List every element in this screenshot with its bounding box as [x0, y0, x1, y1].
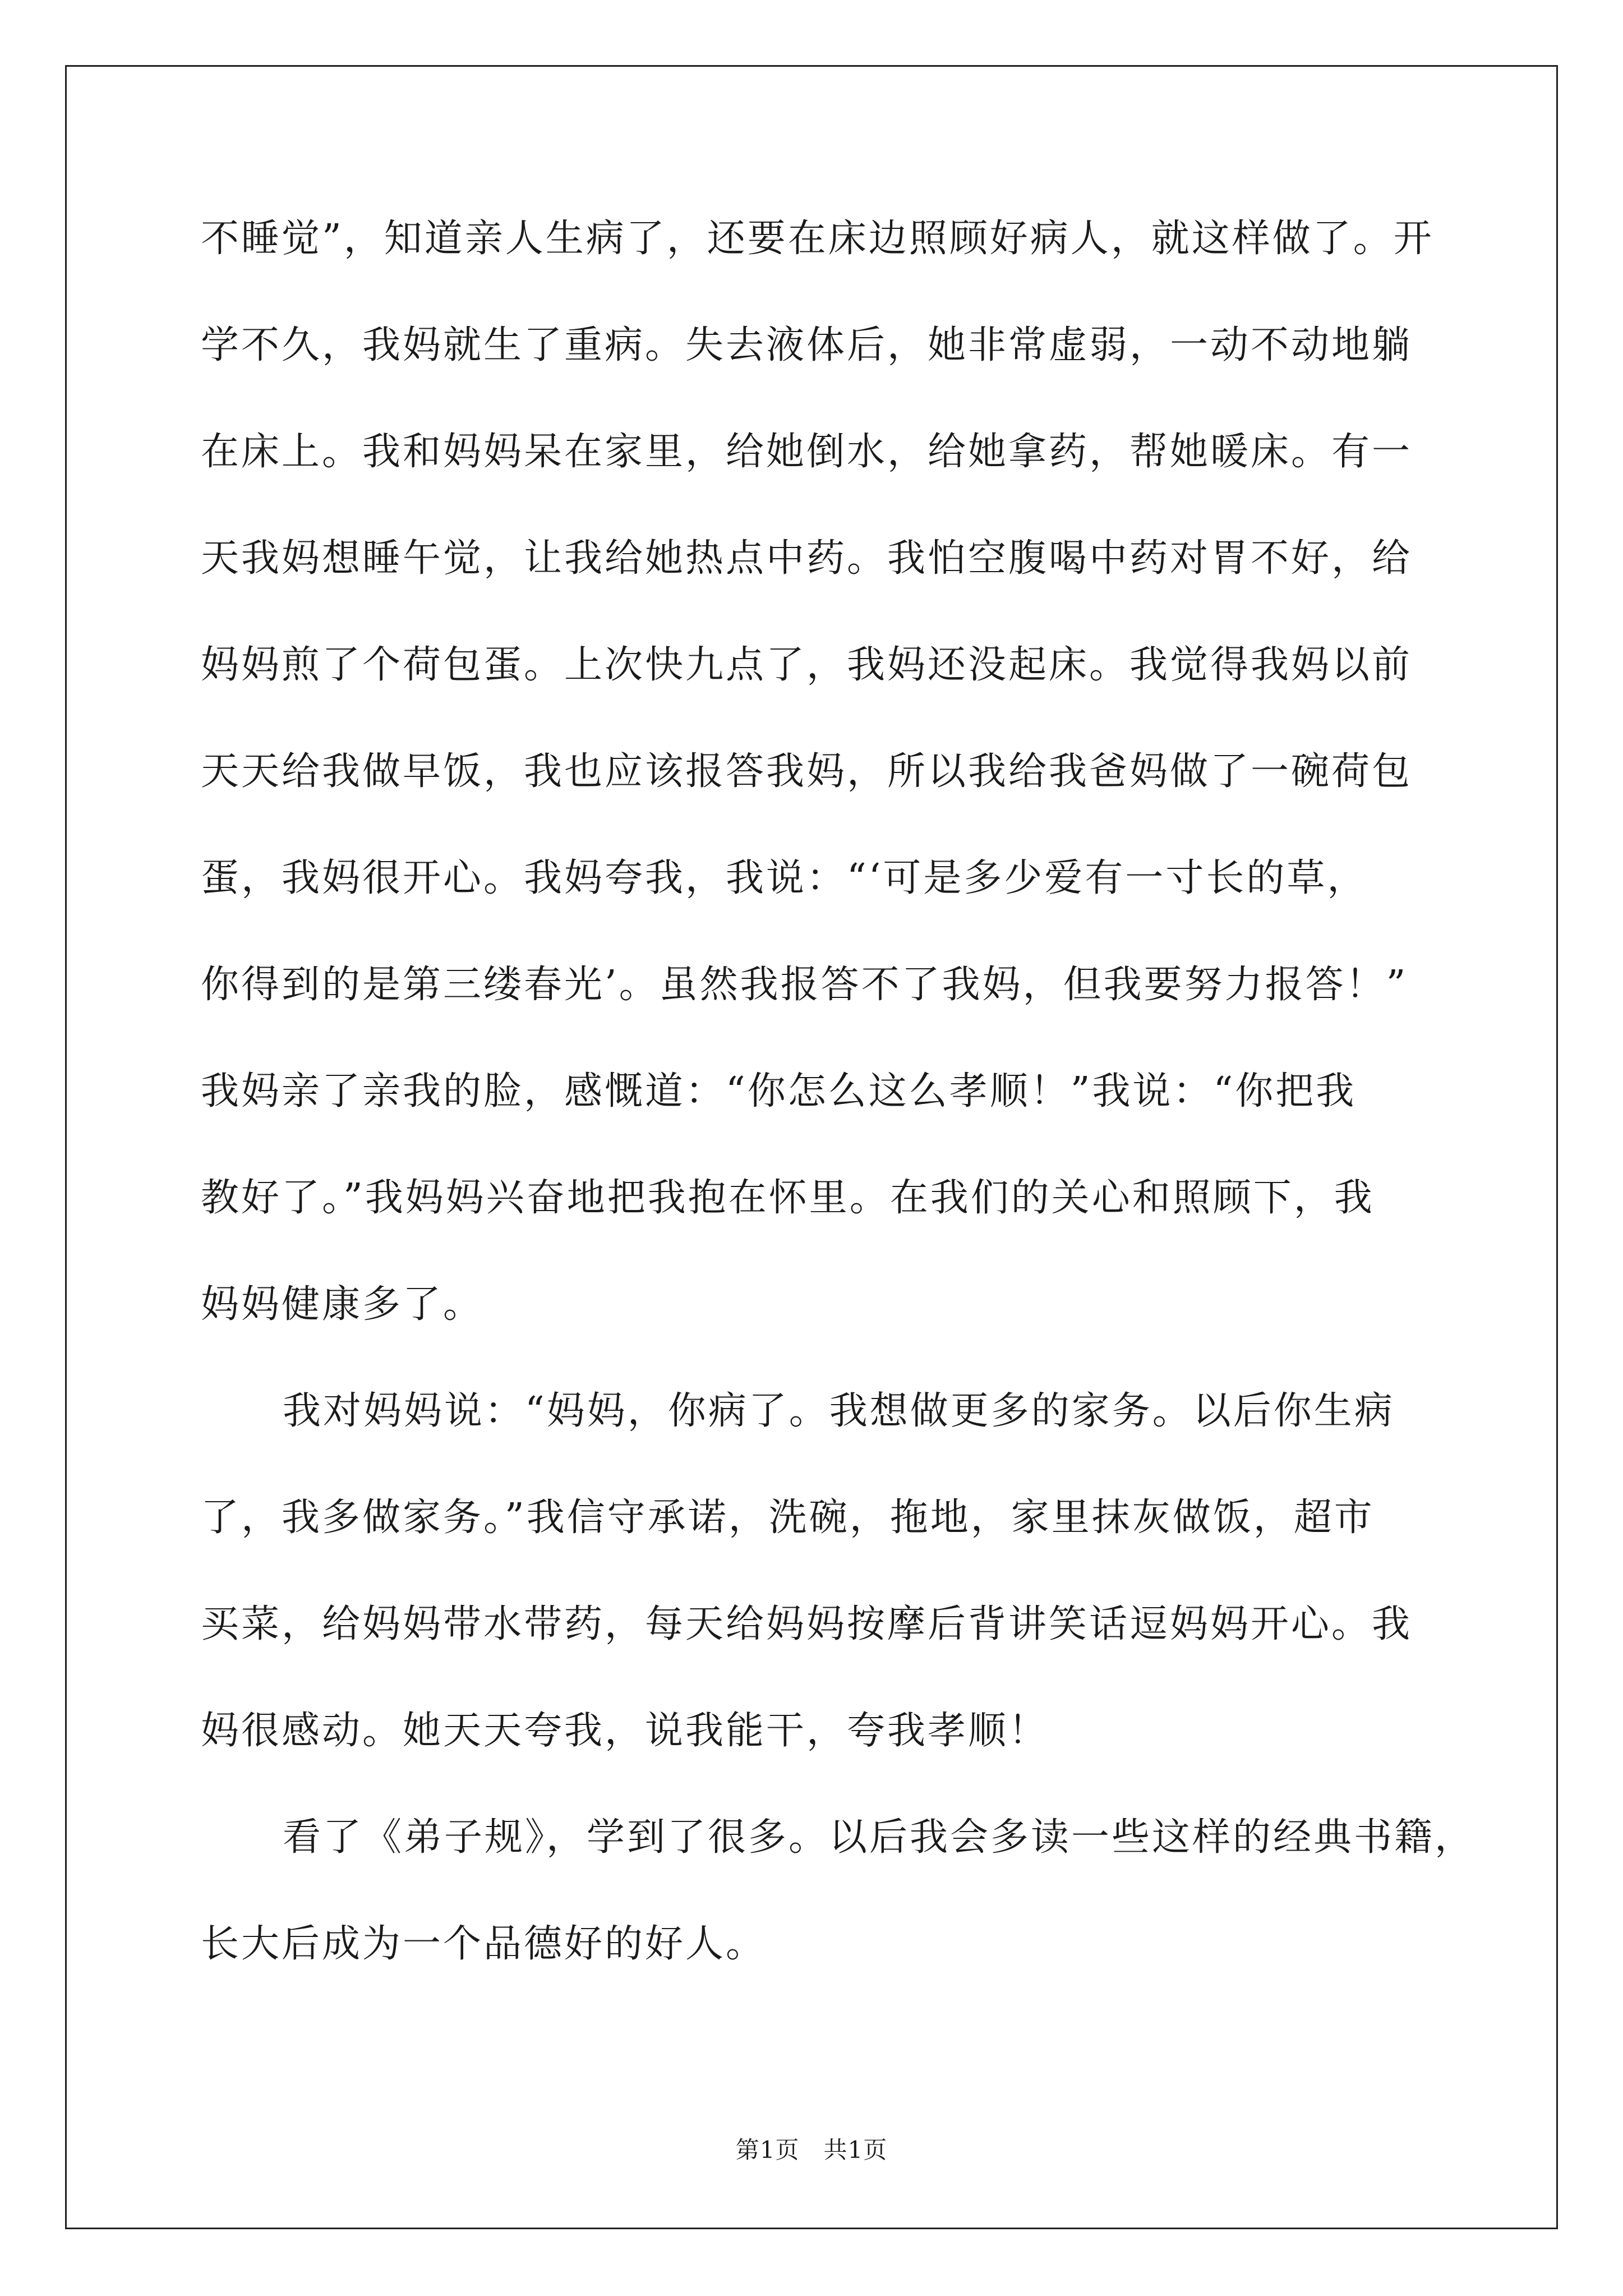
text-line: 长大后成为一个品德好的好人。 [201, 1922, 767, 1966]
text-line: 买菜，给妈妈带水带药，每天给妈妈按摩后背讲笑话逗妈妈开心。我 [201, 1602, 1413, 1646]
text-line: 在床上。我和妈妈呆在家里，给她倒水，给她拿药，帮她暖床。有一 [201, 430, 1413, 474]
text-line: 我妈亲了亲我的脸，感慨道：“你怎么这么孝顺！”我说：“你把我 [201, 1069, 1357, 1114]
paragraph-1 [201, 213, 1435, 1386]
paragraph-2 [201, 1386, 1435, 1812]
text-line: 妈妈煎了个荷包蛋。上次快九点了，我妈还没起床。我觉得我妈以前 [201, 643, 1413, 687]
page-footer: 第1页 共1页 [735, 2136, 888, 2164]
text-line: 我对妈妈说：“妈妈，你病了。我想做更多的家务。以后你生病 [283, 1389, 1395, 1433]
text-line: 看了《弟子规》，学到了很多。以后我会多读一些这样的经典书籍， [283, 1815, 1476, 1860]
document-body [201, 213, 1476, 2025]
text-line: 不睡觉”，知道亲人生病了，还要在床边照顾好病人，就这样做了。开 [201, 217, 1434, 261]
text-line: 学不久，我妈就生了重病。失去液体后，她非常虚弱，一动不动地躺 [201, 323, 1413, 367]
text-line: 天我妈想睡午觉，让我给她热点中药。我怕空腹喝中药对胃不好，给 [201, 536, 1413, 581]
text-line: 教好了。”我妈妈兴奋地把我抱在怀里。在我们的关心和照顾下，我 [201, 1176, 1375, 1220]
text-line: 天天给我做早饭，我也应该报答我妈，所以我给我爸妈做了一碗荷包 [201, 749, 1413, 794]
text-line: 你得到的是第三缕春光’。虽然我报答不了我妈，但我要努力报答！” [201, 963, 1408, 1007]
text-line: 妈妈健康多了。 [201, 1282, 484, 1327]
text-line: 了，我多做家务。”我信守承诺，洗碗，拖地，家里抹灰做饭，超市 [201, 1496, 1375, 1540]
text-line: 蛋，我妈很开心。我妈夸我，我说：“‘可是多少爱有一寸长的草， [201, 856, 1368, 900]
text-line: 妈很感动。她天天夸我，说我能干，夸我孝顺！ [201, 1709, 1049, 1753]
paragraph-3 [201, 1812, 1476, 2025]
